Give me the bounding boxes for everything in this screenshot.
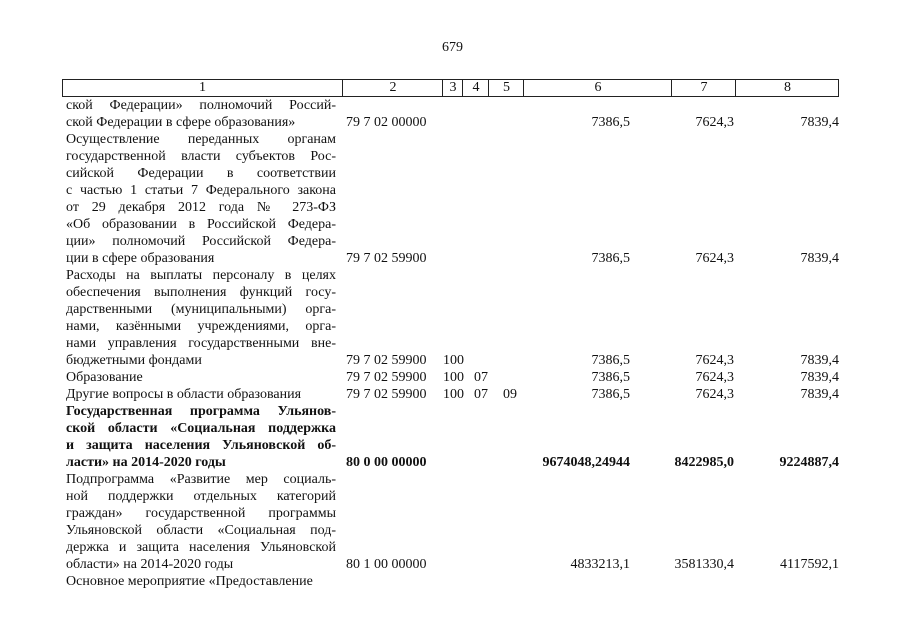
value-col7: 3581330,4 [674, 557, 734, 572]
col5-cell: 09 [503, 387, 517, 402]
value-col6: 7386,5 [591, 387, 630, 402]
value-col8: 7839,4 [800, 387, 839, 402]
header-col-5: 5 [488, 80, 524, 96]
description-line: и защита населения Ульяновской об- [66, 438, 336, 453]
value-col8: 7839,4 [800, 353, 839, 368]
row-description [66, 131, 336, 267]
description-line: обеспечения выполнения функций госу- [66, 285, 336, 300]
description-line: Государственная программа Ульянов- [66, 404, 336, 419]
value-col6: 9674048,24944 [542, 455, 630, 470]
value-col7: 7624,3 [695, 370, 734, 385]
col3-cell: 100 [443, 370, 464, 385]
row-description [66, 97, 336, 131]
description-line: области» на 2014-2020 годы [66, 557, 234, 572]
header-col-6: 6 [523, 80, 672, 96]
value-col6: 4833213,1 [570, 557, 630, 572]
code-cell: 79 7 02 00000 [346, 115, 427, 130]
value-col7: 7624,3 [695, 353, 734, 368]
description-line: Другие вопросы в области образования [66, 387, 302, 402]
description-line: Расходы на выплаты персоналу в целях [66, 268, 336, 283]
col4-cell: 07 [474, 370, 488, 385]
description-line: ласти» на 2014-2020 годы [66, 455, 226, 470]
header-col-2: 2 [342, 80, 443, 96]
description-line: Основное мероприятие «Предоставление [66, 574, 313, 589]
description-line: ной поддержки отдельных категорий [66, 489, 336, 504]
code-cell: 80 1 00 00000 [346, 557, 427, 572]
value-col7: 8422985,0 [674, 455, 734, 470]
description-line: дарственными (муниципальными) орга- [66, 302, 336, 317]
description-line: Осуществление переданных органам [66, 132, 336, 147]
description-line: граждан» государственной программы [66, 506, 336, 521]
row-description [66, 573, 336, 590]
value-col8: 7839,4 [800, 370, 839, 385]
value-col8: 7839,4 [800, 251, 839, 266]
description-line: ции в сфере образования [66, 251, 215, 266]
row-description [66, 403, 336, 471]
description-line: ской Федерации в сфере образования» [66, 115, 296, 130]
code-cell: 79 7 02 59900 [346, 370, 427, 385]
description-line: нами, казёнными учреждениями, орга- [66, 319, 336, 334]
description-line: с частью 1 статьи 7 Федерального закона [66, 183, 336, 198]
description-line: ской области «Социальная поддержка [66, 421, 336, 436]
description-line: Ульяновской области «Социальная под- [66, 523, 336, 538]
value-col6: 7386,5 [591, 353, 630, 368]
value-col8: 7839,4 [800, 115, 839, 130]
row-description [66, 369, 336, 386]
col3-cell: 100 [443, 387, 464, 402]
value-col7: 7624,3 [695, 251, 734, 266]
row-description [66, 386, 336, 403]
value-col7: 7624,3 [695, 387, 734, 402]
code-cell: 79 7 02 59900 [346, 251, 427, 266]
description-line: бюджетными фондами [66, 353, 202, 368]
table-header [62, 79, 839, 97]
header-col-7: 7 [671, 80, 736, 96]
col3-cell: 100 [443, 353, 464, 368]
value-col7: 7624,3 [695, 115, 734, 130]
code-cell: 80 0 00 00000 [346, 455, 427, 470]
col4-cell: 07 [474, 387, 488, 402]
header-col-8: 8 [735, 80, 839, 96]
row-description [66, 267, 336, 369]
value-col6: 7386,5 [591, 115, 630, 130]
code-cell: 79 7 02 59900 [346, 387, 427, 402]
header-col-3: 3 [442, 80, 463, 96]
description-line: Подпрограмма «Развитие мер социаль- [66, 472, 336, 487]
code-cell: 79 7 02 59900 [346, 353, 427, 368]
value-col8: 4117592,1 [780, 557, 839, 572]
header-col-1: 1 [199, 80, 206, 95]
description-line: от 29 декабря 2012 года № 273-ФЗ [66, 200, 336, 215]
page-number: 679 [442, 40, 463, 55]
description-line: держка и защита населения Ульяновской [66, 540, 336, 555]
description-line: Образование [66, 370, 143, 385]
description-line: ской Федерации» полномочий Россий- [66, 98, 336, 113]
value-col6: 7386,5 [591, 370, 630, 385]
row-description [66, 471, 336, 573]
description-line: государственной власти субъектов Рос- [66, 149, 336, 164]
description-line: нами управления государственными вне- [66, 336, 336, 351]
description-line: «Об образовании в Российской Федера- [66, 217, 336, 232]
value-col6: 7386,5 [591, 251, 630, 266]
description-line: сийской Федерации в соответствии [66, 166, 336, 181]
description-line: ции» полномочий Российской Федера- [66, 234, 336, 249]
header-col-4: 4 [462, 80, 489, 96]
value-col8: 9224887,4 [779, 455, 839, 470]
